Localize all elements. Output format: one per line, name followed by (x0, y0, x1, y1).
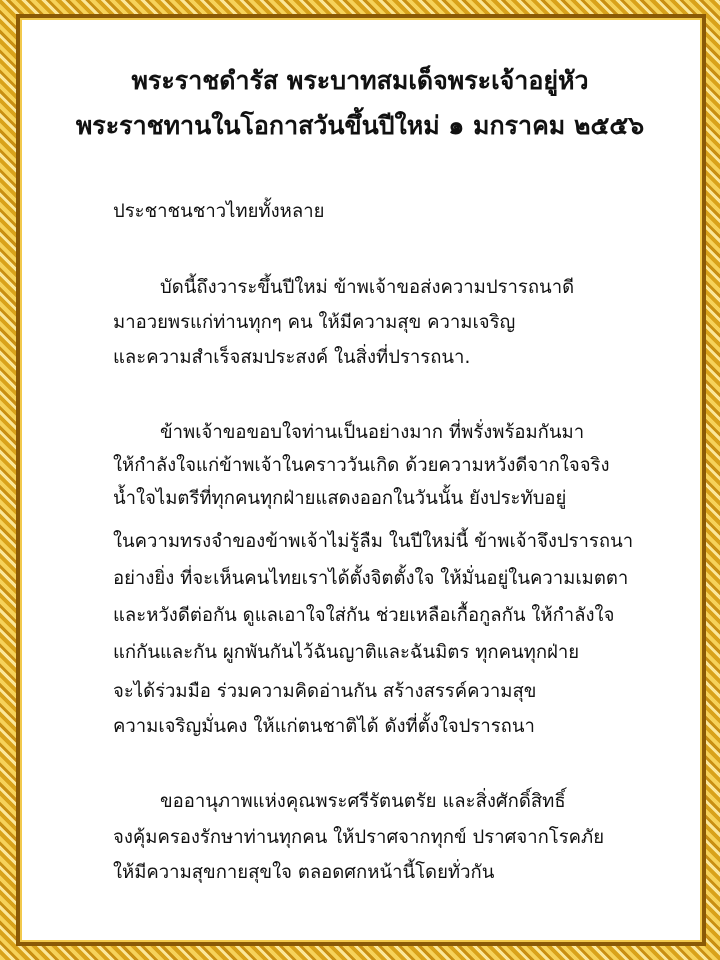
text-line: มาอวยพรแก่ท่านทุกๆ คน ให้มีความสุข ความเจริญ (113, 312, 516, 333)
salutation: ประชาชนชาวไทยทั้งหลาย (113, 201, 325, 222)
text-line: อย่างยิ่ง ที่จะเห็นคนไทยเราได้ตั้งจิตตั้งใจ ให้มั่นอยู่ในความเมตตา (113, 568, 629, 589)
text-line: ข้าพเจ้าขอขอบใจท่านเป็นอย่างมาก ที่พรั่งพร้อมกันมา (160, 422, 585, 443)
text-line: จะได้ร่วมมือ ร่วมความคิดอ่านกัน สร้างสรรค์ความสุข (113, 681, 537, 702)
text-line: แก่กันและกัน ผูกพันกันไว้ฉันญาติและฉันมิตร ทุกคนทุกฝ่าย (113, 642, 580, 663)
text-line: ความเจริญมั่นคง ให้แก่ตนชาติได้ ดังที่ตั้งใจปรารถนา (113, 716, 535, 737)
title-line-2: พระราชทานในโอกาสวันขึ้นปีใหม่ ๑ มกราคม ๒๕๕๖ (75, 111, 645, 140)
text-line: น้ำใจไมตรีที่ทุกคนทุกฝ่ายแสดงออกในวันนั้น ยังประทับอยู่ (113, 488, 567, 509)
text-line: ให้กำลังใจแก่ข้าพเจ้าในคราววันเกิด ด้วยความหวังดีจากใจจริง (113, 455, 610, 476)
text-line: และหวังดีต่อกัน ดูแลเอาใจใส่กัน ช่วยเหลือเกื้อกูลกัน ให้กำลังใจ (113, 605, 615, 626)
text-line: และความสำเร็จสมประสงค์ ในสิ่งที่ปรารถนา. (113, 347, 471, 368)
title-line-1: พระราชดำรัส พระบาทสมเด็จพระเจ้าอยู่หัว (131, 66, 589, 95)
text-line: ในความทรงจำของข้าพเจ้าไม่รู้ลืม ในปีใหม่นี้ ข้าพเจ้าจึงปรารถนา (113, 531, 634, 552)
text-line: บัดนี้ถึงวาระขึ้นปีใหม่ ข้าพเจ้าขอส่งความปรารถนาดี (160, 277, 575, 298)
text-line: จงคุ้มครองรักษาท่านทุกคน ให้ปราศจากทุกข์ ปราศจากโรคภัย (113, 827, 605, 848)
text-line: ขออานุภาพแห่งคุณพระศรีรัตนตรัย และสิ่งศักดิ์สิทธิ์ (160, 791, 566, 812)
text-line: ให้มีความสุขกายสุขใจ ตลอดศกหน้านี้โดยทั่วกัน (113, 862, 495, 883)
